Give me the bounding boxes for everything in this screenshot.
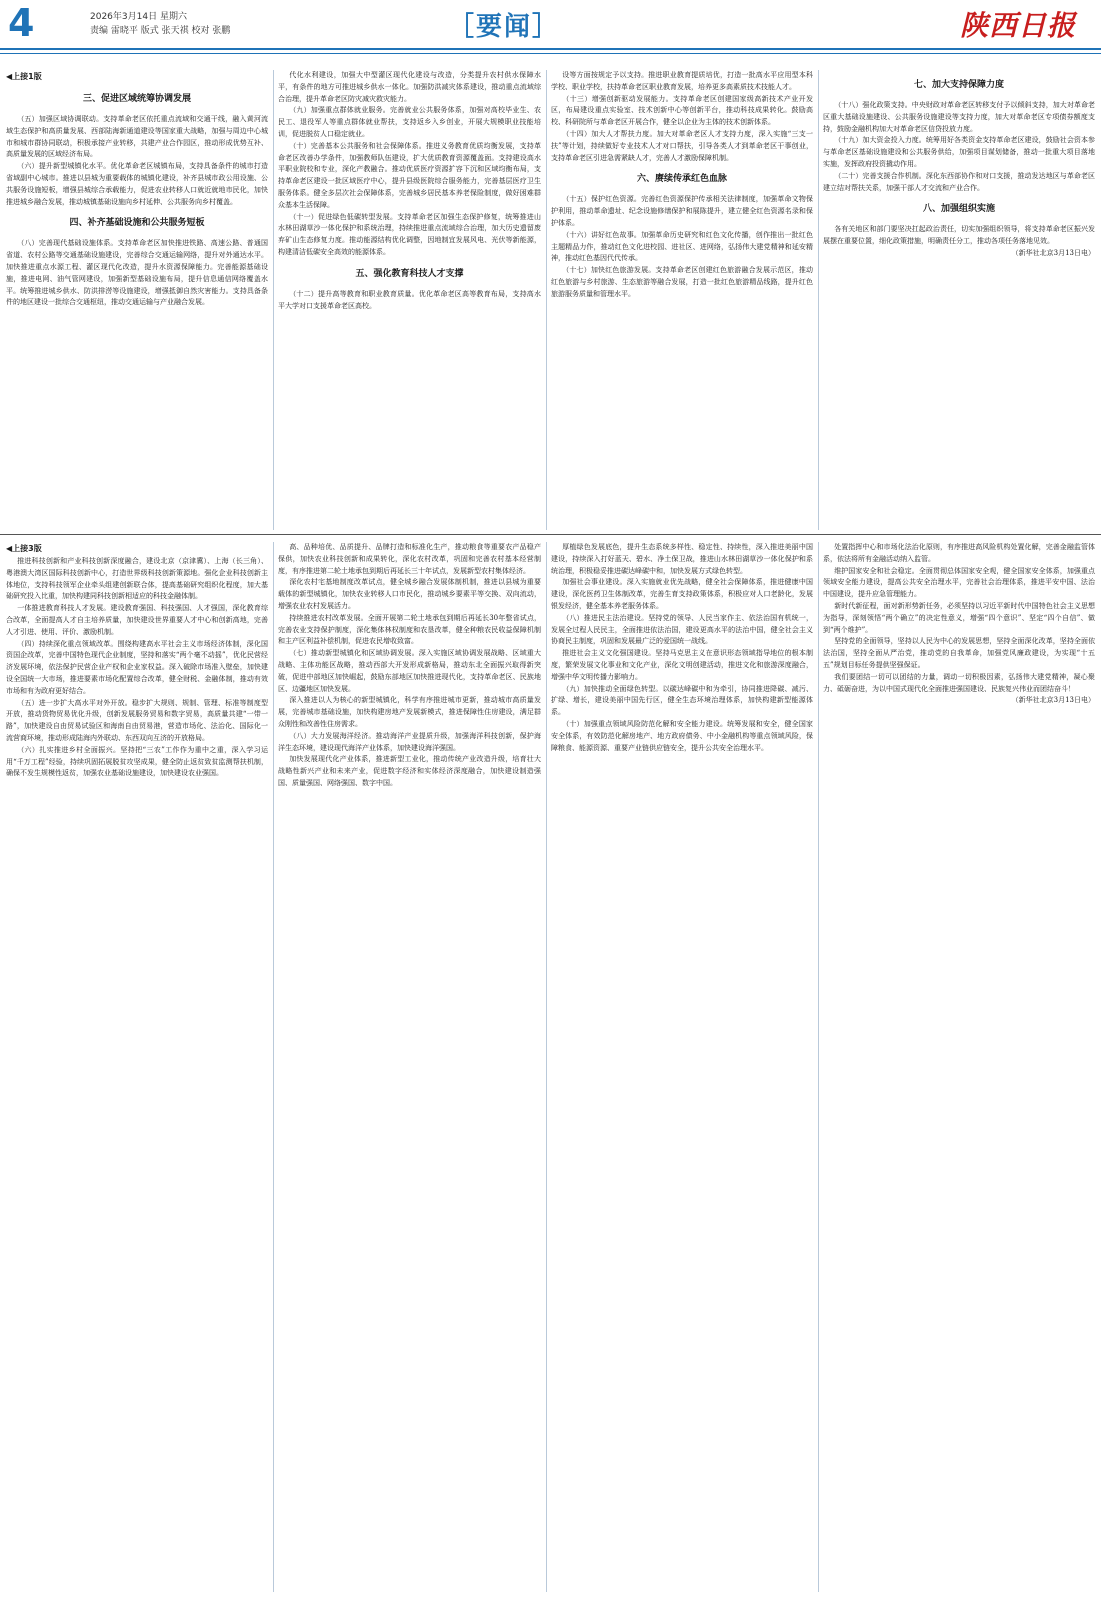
paragraph: （十七）加快红色旅游发展。支持革命老区创建红色旅游融合发展示范区，推动红色旅游与乡村旅游、生态旅游等融合发展，打造一批红色旅游精品线路，提升红色旅游服务质量和管理水平。 — [551, 266, 813, 298]
top-column-2 — [278, 70, 541, 532]
column-divider — [546, 542, 547, 1592]
paragraph: 高、品种培优、品质提升、品牌打造和标准化生产，推动粮食等重要农产品稳产保供，加快农业科技创新和成果转化，深化农村改革，巩固和完善农村基本经营制度，有序推进第二轮土地承包到期后再延长三十年试点，发展新型农村集体经济。 — [278, 543, 541, 575]
column-divider — [818, 542, 819, 1592]
paragraph: （四）持续深化重点领域改革。围绕构建高水平社会主义市场经济体制，深化国资国企改革，完善中国特色现代企业制度，坚持和落实“两个毫不动摇”，优化民营经济发展环境，依法保护民营企业产权和企业家权益。深入破除市场准入壁垒，加快建设全国统一大市场，推进要素市场化配置综合改革，健全财税、金融体制，推动有效市场和有为政府更好结合。 — [6, 639, 268, 695]
paragraph: （六）扎实推进乡村全面振兴。坚持把“三农”工作作为重中之重，深入学习运用“千万工程”经验，持续巩固拓展脱贫攻坚成果，健全防止返贫致贫监测帮扶机制，确保不发生规模性返贫，加强农业基础设施建设，加快建设农业强国。 — [6, 745, 268, 778]
paragraph: 设等方面按规定予以支持。推进职业教育提质培优，打造一批高水平应用型本科学校、职业学校，扶持革命老区职业教育发展，培养更多高素质技术技能人才。 — [551, 71, 813, 91]
paragraph: （十三）增强创新驱动发展能力。支持革命老区创建国家级高新技术产业开发区，布局建设重点实验室、技术创新中心等创新平台，推动科技成果转化。鼓励高校、科研院所与革命老区开展合作，健全以企业为主体的技术创新体系。 — [551, 94, 813, 127]
paragraph: （十）完善基本公共服务和社会保障体系。推进义务教育优质均衡发展，支持革命老区改善办学条件，加强教师队伍建设，扩大优质教育资源覆盖面。支持建设高水平职业院校和专业，深化产教融合。推动优质医疗资源扩容下沉和区域均衡布局，支持革命老区建设一批区域医疗中心，提升县级医院综合服务能力，完善基层医疗卫生服务体系。健全多层次社会保障体系，完善城乡居民基本养老保险制度，做好困难群众基本生活保障。 — [278, 141, 541, 209]
paragraph: 持续推进农村改革发展。全面开展第二轮土地承包到期后再延长30年整省试点，完善农业支持保护制度，深化集体林权制度和农垦改革，健全种粮农民收益保障机制和主产区利益补偿机制，促进农民增收致富。 — [278, 613, 541, 646]
issue-meta — [90, 10, 230, 38]
paragraph: （八）完善现代基础设施体系。支持革命老区加快推进铁路、高速公路、普通国省道、农村公路等交通基础设施建设，完善综合交通运输网络，提升对外通达水平。加快推进重点水源工程、灌区现代化改造，提升水资源保障能力。完善能源基础设施，推进电网、油气管网建设，加强新型基础设施布局，提升信息通信网络覆盖水平。统筹推进城乡供水、防洪排涝等设施建设，增强抵御自然灾害能力。支持具备条件的地区建设一批综合交通枢纽，推动交通运输与产业融合发展。 — [6, 239, 268, 307]
column-divider — [273, 542, 274, 1592]
paragraph: 深化农村宅基地制度改革试点，健全城乡融合发展体制机制，推进以县城为重要载体的新型城镇化，加快农业转移人口市民化，推动城乡要素平等交换、双向流动，增强农业农村发展活力。 — [278, 578, 541, 610]
paragraph: 新时代新征程，面对新形势新任务，必须坚持以习近平新时代中国特色社会主义思想为指导，深刻领悟“两个确立”的决定性意义，增强“四个意识”、坚定“四个自信”、做到“两个维护”。 — [823, 601, 1095, 634]
bottom-column-4 — [823, 542, 1095, 1594]
paragraph: 厚植绿色发展底色，提升生态系统多样性、稳定性、持续性，深入推进美丽中国建设，持续深入打好蓝天、碧水、净土保卫战，推进山水林田湖草沙一体化保护和系统治理，积极稳妥推进碳达峰碳中和，加快发展方式绿色转型。 — [551, 543, 813, 575]
paragraph: 我们要团结一切可以团结的力量，调动一切积极因素，弘扬伟大建党精神，凝心聚力、砥砺奋进，为以中国式现代化全面推进强国建设、民族复兴伟业而团结奋斗！ — [823, 672, 1095, 693]
column-divider — [818, 70, 819, 530]
issue-date: 2026年3月14日 星期六 — [90, 12, 187, 22]
paragraph: （二十）完善支援合作机制。深化东西部协作和对口支援，推动发达地区与革命老区建立结对帮扶关系，加强干部人才交流和产业合作。 — [823, 171, 1095, 192]
paragraph: 各有关地区和部门要坚决扛起政治责任，切实加强组织领导，将支持革命老区振兴发展摆在重要位置，细化政策措施，明确责任分工，推动各项任务落地见效。 — [823, 225, 1095, 246]
paragraph: （五）进一步扩大高水平对外开放。稳步扩大规则、规制、管理、标准等制度型开放，推动货物贸易优化升级，创新发展服务贸易和数字贸易，高质量共建“一带一路”，加快建设自由贸易试验区和海南自由贸易港，营造市场化、法治化、国际化一流营商环境，推动形成陆海内外联动、东西双向互济的开放格局。 — [6, 698, 268, 742]
heading-organization: 八、加强组织实施 — [922, 204, 995, 215]
top-column-1 — [6, 70, 268, 532]
header-rule — [0, 48, 1101, 50]
dateline: （新华社北京3月13日电） — [1011, 248, 1095, 257]
paragraph: 一体推进教育科技人才发展。建设教育强国、科技强国、人才强国，深化教育综合改革，全面提高人才自主培养质量，加快建设世界重要人才中心和创新高地，完善人才引进、使用、评价、激励机制。 — [6, 604, 268, 636]
paragraph: 深入推进以人为核心的新型城镇化，科学有序推进城市更新，推动城市高质量发展，完善城市基础设施，加快构建房地产发展新模式，推进保障性住房建设，满足群众刚性和改善性住房需求。 — [278, 696, 541, 728]
column-divider — [273, 70, 274, 530]
paragraph: 处置指挥中心和市场化法治化原则，有序推进高风险机构处置化解，完善金融监管体系，依法将所有金融活动纳入监管。 — [823, 543, 1095, 563]
bottom-column-3 — [551, 542, 813, 1594]
header-rule-thin — [0, 53, 1101, 54]
paragraph: 加强社会事业建设。深入实施就业优先战略，健全社会保障体系，推进健康中国建设，深化医药卫生体制改革，完善生育支持政策体系，积极应对人口老龄化，发展银发经济，健全基本养老服务体系。 — [551, 578, 813, 610]
paragraph: 推进社会主义文化强国建设。坚持马克思主义在意识形态领域指导地位的根本制度，繁荣发展文化事业和文化产业，深化文明创建活动，推进文化和旅游深度融合，增强中华文明传播力影响力。 — [551, 649, 813, 681]
paragraph: （十四）加大人才帮扶力度。加大对革命老区人才支持力度，深入实施“三支一扶”等计划，持续做好专业技术人才对口帮扶，引导各类人才到革命老区干事创业，支持革命老区引进急需紧缺人才，完善人才激励保障机制。 — [551, 129, 813, 162]
column-divider — [546, 70, 547, 530]
section-divider — [0, 534, 1101, 535]
paragraph: （九）加快推动全面绿色转型。以碳达峰碳中和为牵引，协同推进降碳、减污、扩绿、增长，建设美丽中国先行区，健全生态环境治理体系，加快构建新型能源体系。 — [551, 684, 813, 717]
jump-from-page-1: ◀上接1版 — [6, 72, 42, 81]
paragraph: （八）推进民主法治建设。坚持党的领导、人民当家作主、依法治国有机统一，发展全过程人民民主，全面推进依法治国，建设更高水平的法治中国，健全社会主义协商民主制度，巩固和发展最广泛的爱国统一战线。 — [551, 613, 813, 646]
paragraph: 加快发展现代化产业体系，推进新型工业化，推动传统产业改造升级，培育壮大战略性新兴产业和未来产业，促进数字经济和实体经济深度融合，加快建设制造强国、质量强国、网络强国、数字中国。 — [278, 755, 541, 787]
paragraph: （十八）强化政策支持。中央财政对革命老区转移支付予以倾斜支持，加大对革命老区重大基础设施建设、公共服务设施建设等支持力度，加大对革命老区专项债券额度支持，鼓励金融机构加大对革命老区信贷投放力度。 — [823, 101, 1095, 133]
bottom-column-2 — [278, 542, 541, 1594]
paragraph: （八）大力发展海洋经济。推动海洋产业提质升级，加强海洋科技创新，保护海洋生态环境，建设现代海洋产业体系，加快建设海洋强国。 — [278, 731, 541, 752]
paragraph: 坚持党的全面领导，坚持以人民为中心的发展思想，坚持全面深化改革，坚持全面依法治国，坚持全面从严治党，推动党的自我革命，加强党风廉政建设，为实现“十五五”规划目标任务提供坚强保证。 — [823, 637, 1095, 669]
heading-infrastructure: 四、补齐基础设施和公共服务短板 — [69, 218, 205, 229]
dateline: （新华社北京3月13日电） — [1011, 696, 1095, 705]
paragraph: （十五）保护红色资源。完善红色资源保护传承相关法律制度，加强革命文物保护利用，推动革命遗址、纪念设施修缮保护和展陈提升，建立健全红色资源名录和保护体系。 — [551, 195, 813, 227]
paragraph: （九）加强重点群体就业服务。完善就业公共服务体系，加强对高校毕业生、农民工、退役军人等重点群体就业帮扶，支持返乡入乡创业，开展大规模职业技能培训，促进脱贫人口稳定就业。 — [278, 106, 541, 138]
paragraph: （十）加强重点领域风险防范化解和安全能力建设。统筹发展和安全，健全国家安全体系，有效防范化解房地产、地方政府债务、中小金融机构等重点领域风险，保障粮食、能源资源、重要产业链供应链安全，提升公共安全治理水平。 — [551, 719, 813, 752]
paragraph: 代化水利建设，加强大中型灌区现代化建设与改造，分类提升农村供水保障水平，有条件的地方可推进城乡供水一体化。加强防洪减灾体系建设，推动重点流域综合治理，提升革命老区防灾减灾救灾能力。 — [278, 71, 541, 103]
section-title: ［要闻］ — [448, 12, 561, 42]
paragraph: （六）提升新型城镇化水平。优化革命老区城镇布局，支持具备条件的城市打造省域副中心城市。推进以县城为重要载体的城镇化建设，补齐县城市政公用设施、公共服务设施短板，增强县城综合承载能力，促进农业转移人口就近就地市民化，加快推进城乡融合发展，推动城镇基础设施向乡村延伸、公共服务向乡村覆盖。 — [6, 162, 268, 206]
page-header — [0, 0, 1101, 64]
heading-education-talent: 五、强化教育科技人才支撑 — [355, 268, 464, 279]
paragraph: （五）加强区域协调联动。支持革命老区依托重点流域和交通干线，融入黄河流域生态保护和高质量发展、西部陆海新通道建设等国家重大战略，加强与周边中心城市和城市群协同联动，积极承接产业转移，共建产业合作园区，推动形成优势互补、高质量发展的区域经济布局。 — [6, 115, 268, 159]
heading-support-guarantee: 七、加大支持保障力度 — [913, 80, 1004, 90]
paragraph: （十一）促进绿色低碳转型发展。支持革命老区加强生态保护修复，统筹推进山水林田湖草沙一体化保护和系统治理，持续推进重点流域综合治理，加大历史遗留废弃矿山生态修复力度。推动能源结构优化调整，因地制宜发展风电、光伏等新能源，构建清洁低碳安全高效的能源体系。 — [278, 212, 541, 256]
page-number: 4 — [8, 1, 35, 45]
heading-red-heritage: 六、赓续传承红色血脉 — [636, 174, 727, 185]
jump-from-page-3: ◀上接3版 — [6, 544, 42, 553]
paragraph: （七）推动新型城镇化和区域协调发展。深入实施区域协调发展战略、区域重大战略、主体功能区战略，推动西部大开发形成新格局，推动东北全面振兴取得新突破，促进中部地区加快崛起，鼓励东部地区加快推进现代化，支持革命老区、民族地区、边疆地区加快发展。 — [278, 649, 541, 693]
top-column-4 — [823, 70, 1095, 532]
heading-regional-coordination: 三、促进区域统筹协调发展 — [82, 94, 191, 104]
top-column-3 — [551, 70, 813, 532]
newspaper-logo: 陕西日报 — [960, 9, 1077, 42]
paragraph: （十六）讲好红色故事。加强革命历史研究和红色文化传播，创作推出一批红色主题精品力作，推动红色文化进校园、进社区、进网络，弘扬伟大建党精神和延安精神，推动红色基因代代传承。 — [551, 230, 813, 263]
paragraph: （十二）提升高等教育和职业教育质量。优化革命老区高等教育布局，支持高水平大学对口支援革命老区高校。 — [278, 289, 541, 310]
paragraph: 维护国家安全和社会稳定。全面贯彻总体国家安全观，健全国家安全体系，加强重点领域安全能力建设，提高公共安全治理水平，完善社会治理体系，推进平安中国、法治中国建设，提升应急管理能力。 — [823, 566, 1095, 599]
bottom-column-1 — [6, 542, 268, 1594]
paragraph: 推进科技创新和产业科技创新深度融合，建设北京（京津冀）、上海（长三角）、粤港澳大湾区国际科技创新中心，打造世界级科技创新策源地。强化企业科技创新主体地位，支持科技领军企业牵头组建创新联合体，提高基础研究组织化程度，加大基础研究投入比重，加快构建同科技创新相适应的科技金融体制。 — [6, 557, 268, 601]
paragraph: （十九）加大资金投入力度。统筹用好各类资金支持革命老区建设，鼓励社会资本参与革命老区基础设施建设和公共服务供给，加强项目谋划储备，推动一批重大项目落地实施，发挥政府投资撬动作用。 — [823, 136, 1095, 168]
editors-line: 责编 雷晓平 版式 张天祺 校对 张鹏 — [90, 26, 231, 36]
